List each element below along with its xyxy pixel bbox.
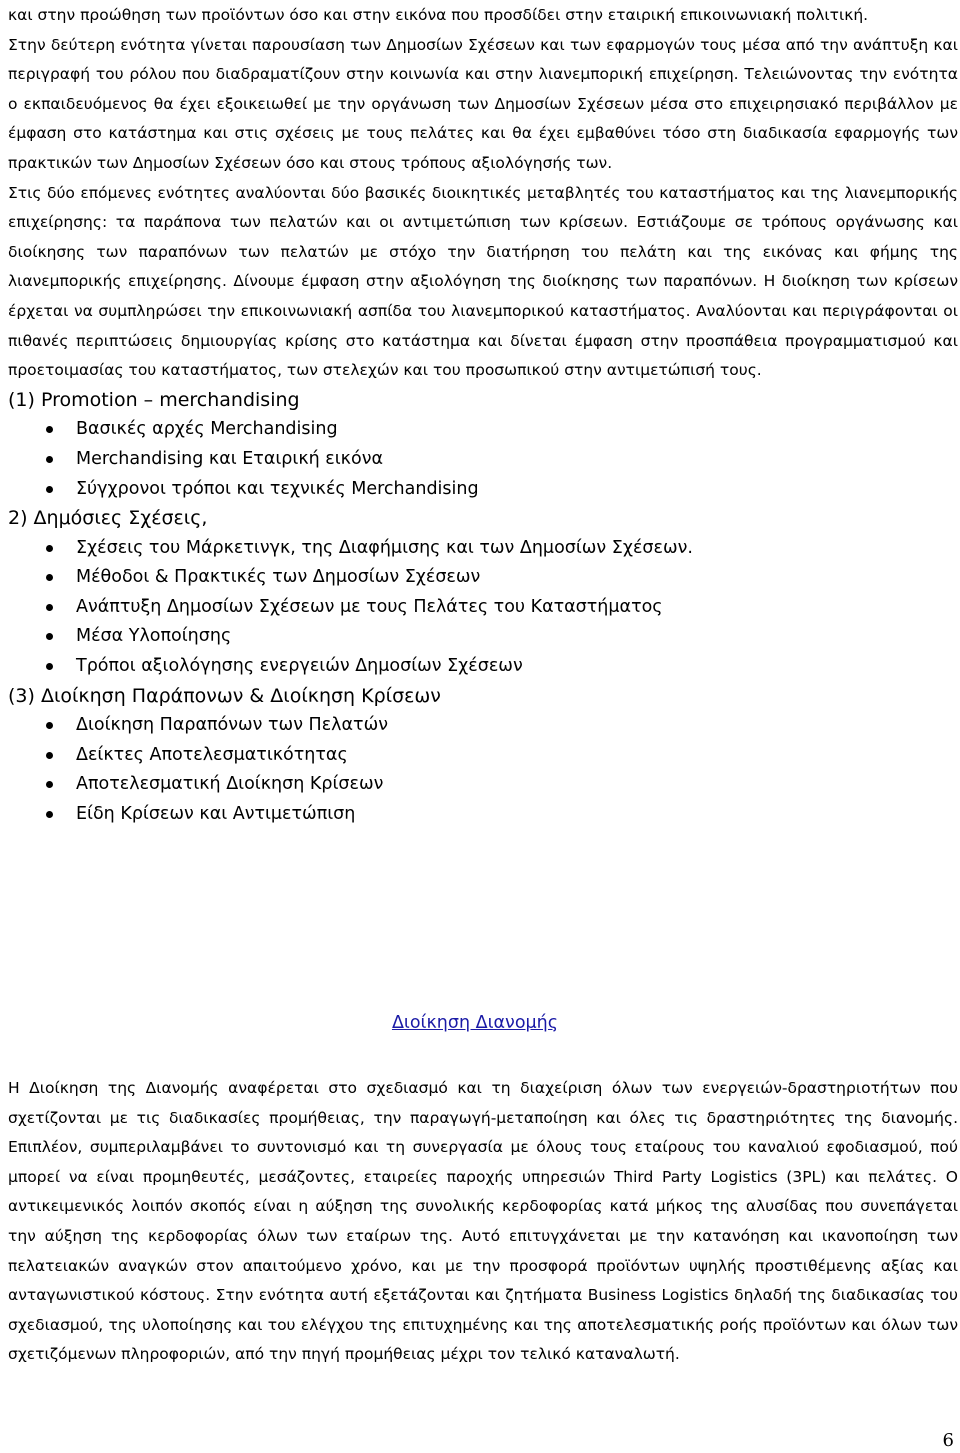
bullet-icon bbox=[46, 545, 53, 552]
list-item-text: Μέσα Υλοποίησης bbox=[76, 626, 232, 647]
list-item bbox=[8, 800, 958, 830]
bullet-icon bbox=[46, 426, 53, 433]
distribution-paragraph: Η Διοίκηση της Διανομής αναφέρεται στο σχεδιασμό και τη διαχείριση όλων των ενεργειών-δραστηριοτήτων που σχετίζονται με τις διαδικασίες προμήθειας, την παραγωγή-μεταποίηση και όλες τις δραστηριότητες της διανομής. Επιπλέον, συμπεριλαμβάνει το συντονισμό και τη συνεργασία με όλους τους εταίρους του καναλιού εφοδιασμού, πού μπορεί να είναι προμηθευτές, μεσάζοντες, εταιρείες παροχής υπηρεσιών Third Party Logistics (3PL) και πελάτες. Ο αντικειμενικός λοιπόν σκοπός είναι η αύξηση της συνολικής κερδοφορίας κατά μήκος της αλυσίδας που συνεπάγεται την αύξηση της κερδοφορίας όλων των εταίρων της. Αυτό επιτυγχάνεται με την κατανόηση και ικανοποίηση των πελατειακών αναγκών στον απαιτούμενο χρόνο, και με την προσφορά προϊόντων υψηλής προστιθέμενης αξίας και ανταγωνιστικού κόστους. Στην ενότητα αυτή εξετάζονται και ζητήματα Business Logistics δηλαδή της διαδικασίας του σχεδιασμού, της υλοποίησης και του ελέγχου της επιτυχημένης και της αποτελεσματικής ροής προϊόντων και όλων των σχετιζόμενων πληροφοριών, από την πηγή προμήθειας μέχρι τον τελικό καταναλωτή. bbox=[8, 1079, 958, 1364]
bullet-icon bbox=[46, 604, 53, 611]
module-2-title: 2) Δημόσιες Σχέσεις, bbox=[8, 507, 208, 530]
bullet-icon bbox=[46, 781, 53, 788]
bullet-icon bbox=[46, 486, 53, 493]
bullet-icon bbox=[46, 633, 53, 640]
module-1-title: (1) Promotion – merchandising bbox=[8, 388, 300, 411]
list-item bbox=[8, 445, 958, 475]
list-item-text: Σχέσεις του Μάρκετινγκ, της Διαφήμισης και των Δημοσίων Σχέσεων. bbox=[76, 537, 693, 558]
intro-paragraph-1: και στην προώθηση των προϊόντων όσο και στην εικόνα που προσδίδει στην εταιρική επικοινωνιακή πολιτική. bbox=[8, 6, 869, 24]
intro-paragraph-3: Στις δύο επόμενες ενότητες αναλύονται δύο βασικές διοικητικές μεταβλητές του καταστήματος και της λιανεμπορικής επιχείρησης: τα παράπονα των πελατών και οι αντιμετώπιση των κρίσεων. Εστιάζουμε σε τρόπους οργάνωσης και διοίκησης των παραπόνων των πελατών με στόχο την διατήρηση του πελάτη και της εικόνας και φήμης της λιανεμπορικής επιχείρησης. Δίνουμε έμφαση στην αξιολόγηση της διοίκησης των παραπόνων. Η διοίκηση των κρίσεων έρχεται να συμπληρώσει την επικοινωνιακή ασπίδα του λιανεμπορικού καταστήματος. Αναλύονται και περιγράφονται οι πιθανές περιπτώσεις δημιουργίας κρίσης στο κατάστημα και δίνεται έμφαση στην προσπάθεια προγραμματισμού και προετοιμασίας του καταστήματος, των στελεχών και του προσωπικού στην αντιμετώπισή τους. bbox=[8, 183, 958, 380]
module-2-list bbox=[8, 534, 958, 682]
list-item bbox=[8, 563, 958, 593]
module-3-list bbox=[8, 711, 958, 829]
bullet-icon bbox=[46, 574, 53, 581]
list-item-text: Διοίκηση Παραπόνων των Πελατών bbox=[76, 715, 389, 736]
distribution-section bbox=[8, 1074, 958, 1370]
list-item-text: Τρόποι αξιολόγησης ενεργειών Δημοσίων Σχέσεων bbox=[76, 656, 523, 677]
module-1-list bbox=[8, 415, 958, 504]
section-title-distribution: Διοίκηση Διανομής bbox=[391, 1013, 559, 1033]
intro-paragraph-2: Στην δεύτερη ενότητα γίνεται παρουσίαση των Δημοσίων Σχέσεων και των εφαρμογών τους μέσα από την ανάπτυξη και περιγραφή του ρόλου που διαδραματίζουν στην κοινωνία και στην λιανεμπορική επιχείρηση. Τελειώνοντας την ενότητα ο εκπαιδευόμενος θα έχει εξοικειωθεί με την οργάνωση των Δημοσίων Σχέσεων μέσα στο επιχειρησιακό περιβάλλον με έμφαση στο κατάστημα και στις σχέσεις με τους πελάτες και θα έχει εμβαθύνει τόσο στη διαδικασία εφαρμογής των πρακτικών των Δημοσίων Σχέσεων όσο και στους τρόπους αξιολόγησής των. bbox=[8, 35, 958, 172]
list-item-text: Ανάπτυξη Δημοσίων Σχέσεων με τους Πελάτες του Καταστήματος bbox=[76, 596, 663, 617]
list-item-text: Είδη Κρίσεων και Αντιμετώπιση bbox=[76, 804, 356, 825]
list-item-text: Βασικές αρχές Merchandising bbox=[76, 419, 338, 440]
bullet-icon bbox=[46, 811, 53, 818]
list-item-text: Δείκτες Αποτελεσματικότητας bbox=[76, 744, 348, 765]
list-item bbox=[8, 622, 958, 652]
list-item bbox=[8, 475, 958, 505]
list-item bbox=[8, 415, 958, 445]
bullet-icon bbox=[46, 752, 53, 759]
list-item bbox=[8, 711, 958, 741]
page-number: 6 bbox=[942, 1430, 954, 1451]
list-item bbox=[8, 534, 958, 564]
document-body bbox=[8, 0, 958, 830]
list-item-text: Merchandising και Εταιρική εικόνα bbox=[76, 448, 384, 469]
list-item bbox=[8, 593, 958, 623]
module-3-title: (3) Διοίκηση Παράπονων & Διοίκηση Κρίσεων bbox=[8, 684, 441, 707]
bullet-icon bbox=[46, 456, 53, 463]
list-item-text: Μέθοδοι & Πρακτικές των Δημοσίων Σχέσεων bbox=[76, 567, 481, 588]
bullet-icon bbox=[46, 663, 53, 670]
list-item bbox=[8, 741, 958, 771]
list-item bbox=[8, 770, 958, 800]
list-item-text: Αποτελεσματική Διοίκηση Κρίσεων bbox=[76, 774, 384, 795]
bullet-icon bbox=[46, 722, 53, 729]
list-item bbox=[8, 652, 958, 682]
list-item-text: Σύγχρονοι τρόποι και τεχνικές Merchandising bbox=[76, 478, 479, 499]
